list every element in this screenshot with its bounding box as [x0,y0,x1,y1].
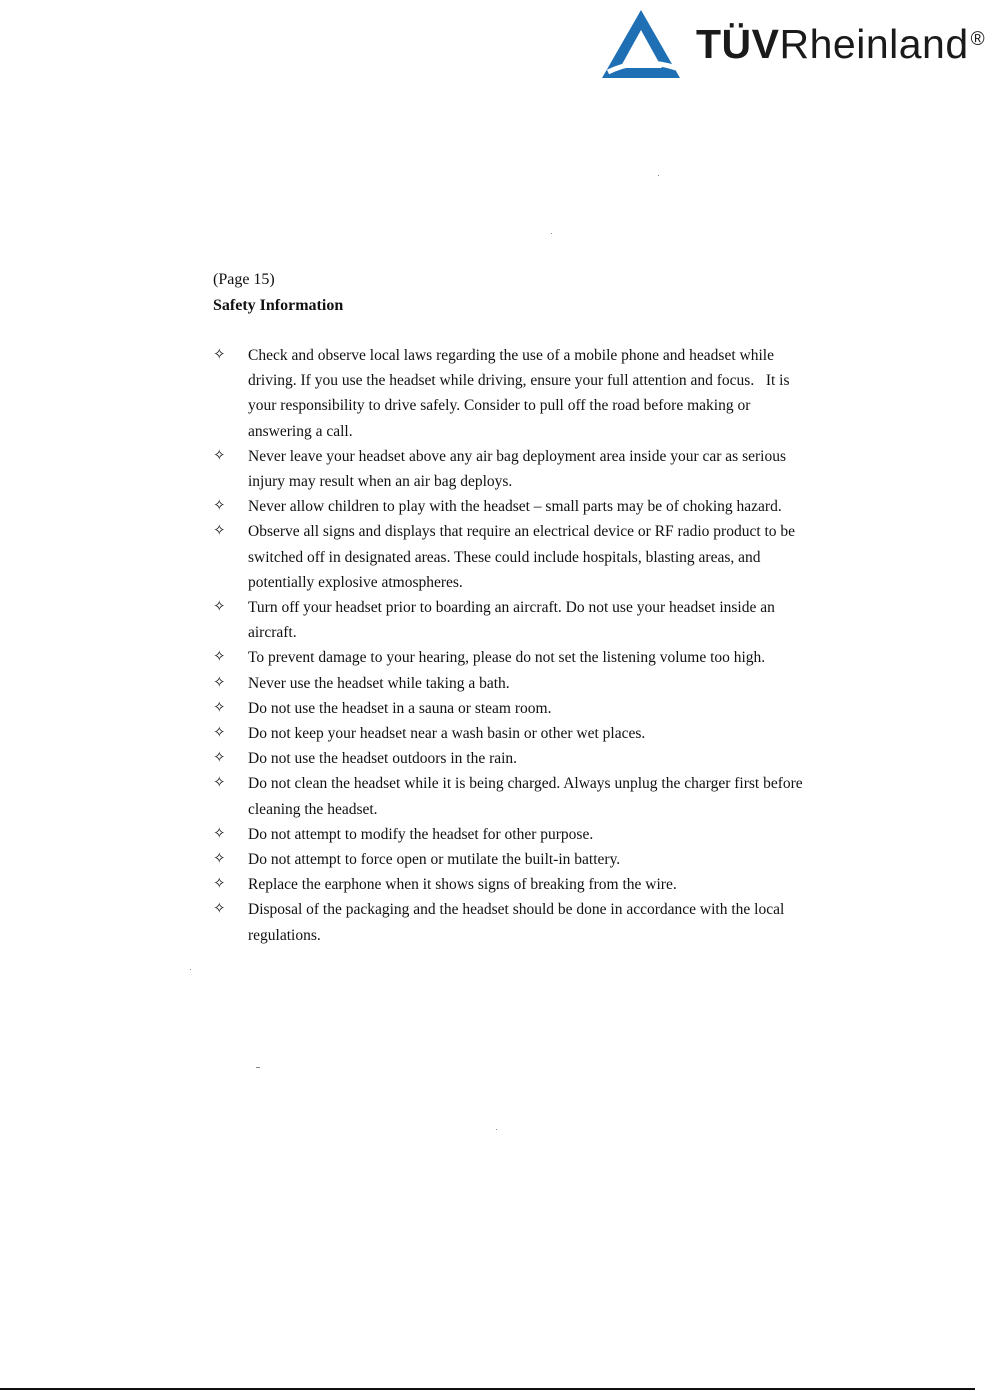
list-item [213,771,803,821]
list-item [213,897,803,947]
white-four-pointed-star-icon: ✧ [213,674,226,691]
logo-brand-rest: Rheinland [779,21,969,67]
list-item-text: To prevent damage to your hearing, please do not set the listening volume too high. [248,649,766,667]
white-four-pointed-star-icon: ✧ [213,750,226,767]
list-item-text: Check and observe local laws regarding the use of a mobile phone and headset while driving. If you use the headset while driving, ensure your full attention and focus. It is your responsibility to drive safely. Consider to pull off the road before making or answering a call. [248,347,790,440]
white-four-pointed-star-icon: ✧ [213,498,226,515]
list-item-text: Observe all signs and displays that require an electrical device or RF radio product to be switched off in designated areas. These could include hospitals, blasting areas, and potentially explosive atmospheres. [248,523,796,591]
list-item-text: Do not use the headset in a sauna or steam room. [248,699,552,717]
white-four-pointed-star-icon: ✧ [213,649,226,666]
section-title: Safety Information [213,297,344,314]
white-four-pointed-star-icon: ✧ [213,876,226,893]
white-four-pointed-star-icon: ✧ [213,851,226,868]
page-reference: (Page 15) [213,271,275,288]
white-four-pointed-star-icon: ✧ [213,825,226,842]
scan-speck [658,175,659,176]
scan-speck [256,1067,260,1068]
list-item [213,696,803,721]
white-four-pointed-star-icon: ✧ [213,447,226,464]
tuv-triangle-logo-icon [600,8,682,80]
list-item [213,595,803,645]
list-item-text: Replace the earphone when it shows signs of breaking from the wire. [248,876,677,894]
list-item-text: Do not attempt to force open or mutilate the built-in battery. [248,851,621,869]
list-item-text: Turn off your headset prior to boarding an aircraft. Do not use your headset inside an aircraft. [248,599,775,642]
registered-mark: ® [970,29,986,50]
safety-information-list [213,343,803,948]
list-item-text: Never leave your headset above any air bag deployment area inside your car as serious injury may result when an air bag deploys. [248,447,786,491]
white-four-pointed-star-icon: ✧ [213,775,226,792]
list-item [213,746,803,771]
list-item [213,494,803,519]
list-item-text: Do not clean the headset while it is being charged. Always unplug the charger first before cleaning the headset. [248,775,803,818]
list-item [213,847,803,872]
list-item [213,872,803,897]
list-item-text: Do not keep your headset near a wash basin or other wet places. [248,725,646,743]
list-item [213,519,803,595]
list-item-text: Do not attempt to modify the headset for other purpose. [248,825,594,843]
list-item [213,343,803,444]
scan-speck [190,969,191,970]
list-item [213,645,803,670]
list-item [213,822,803,847]
tuv-rheinland-logo [600,8,998,80]
white-four-pointed-star-icon: ✧ [213,347,226,363]
white-four-pointed-star-icon: ✧ [213,599,226,616]
white-four-pointed-star-icon: ✧ [213,699,226,716]
logo-wordmark [696,20,985,68]
list-item [213,721,803,746]
list-item [213,671,803,696]
white-four-pointed-star-icon: ✧ [213,523,226,540]
scan-speck [496,1129,497,1130]
logo-brand-bold: TÜV [696,21,780,67]
list-item [213,444,803,494]
page-bottom-rule [0,1388,975,1390]
list-item-text: Do not use the headset outdoors in the rain. [248,750,518,768]
list-item-text: Never use the headset while taking a bath. [248,674,510,692]
list-item-text: Never allow children to play with the headset – small parts may be of choking hazard. [248,498,782,516]
white-four-pointed-star-icon: ✧ [213,901,226,918]
list-item-text: Disposal of the packaging and the headset should be done in accordance with the local regulations. [248,901,785,944]
scan-speck [551,233,552,234]
white-four-pointed-star-icon: ✧ [213,725,226,742]
